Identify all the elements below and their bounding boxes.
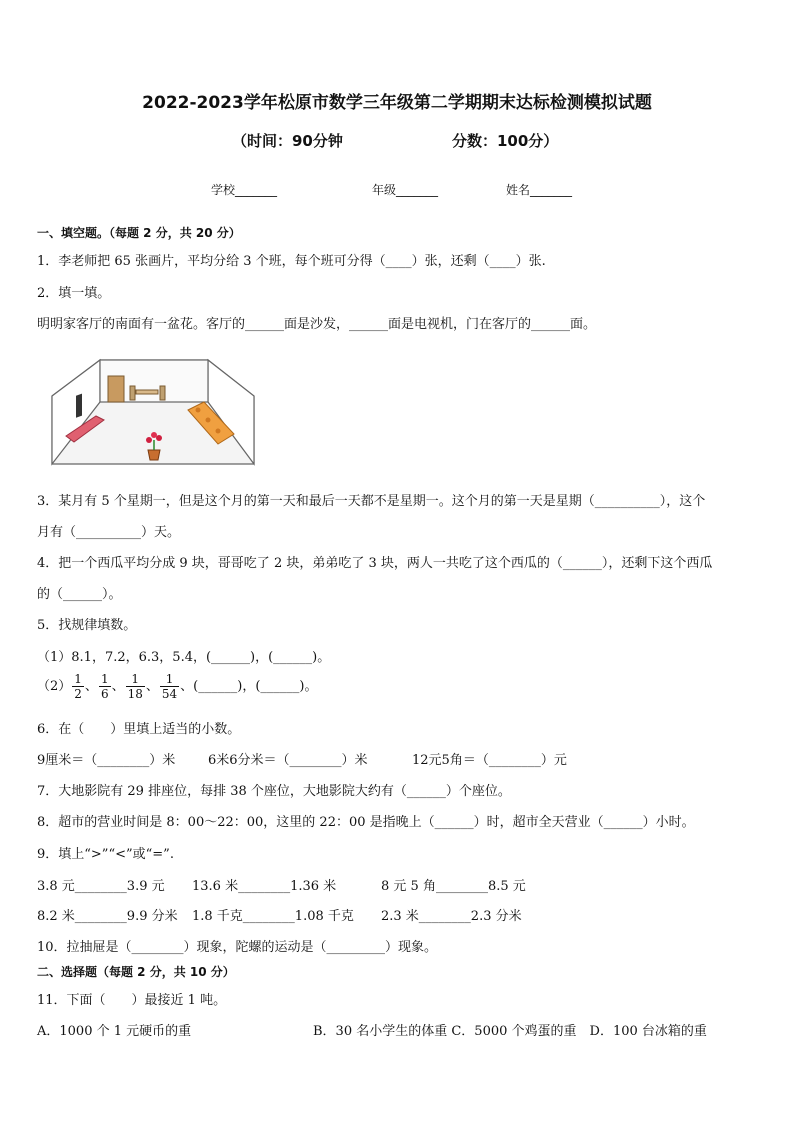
question-4-line1: 4．把一个西瓜平均分成 9 块，哥哥吃了 2 块，弟弟吃了 3 块，两人一共吃了这个西瓜的（______），还剩下这个西瓜: [37, 556, 713, 571]
question-9-row2-c: 2.3 米________2.3 分米: [381, 909, 522, 924]
fraction: [72, 672, 84, 701]
fraction-denominator: 54: [161, 687, 178, 701]
door-icon: [108, 376, 124, 402]
section-choice-heading: 二、选择题（每题 2 分，共 10 分）: [37, 965, 235, 979]
question-6-a: 9厘米＝（________）米: [37, 753, 176, 768]
question-9-row1-c: 8 元 5 角________8.5 元: [381, 879, 526, 894]
fraction-separator: 、: [145, 679, 159, 694]
grade-field: 年级_______: [372, 183, 439, 197]
question-9-row2-a: 8.2 米________9.9 分米: [37, 909, 178, 924]
question-6-c: 12元5角＝（________）元: [412, 753, 567, 768]
question-11-title: 11．下面（ ）最接近 1 吨。: [37, 993, 227, 1008]
question-6-b: 6米6分米＝（________）米: [208, 753, 368, 768]
fraction-separator: 、: [111, 679, 125, 694]
fraction-sequence: [71, 672, 180, 701]
question-4-line2: 的（______）。: [37, 587, 122, 602]
exam-time: （时间：90分钟: [232, 132, 343, 150]
question-8: 8．超市的营业时间是 8：00～22：00，这里的 22：00 是指晚上（______）时，超市全天营业（______）小时。: [37, 815, 695, 830]
question-5-part2: [37, 672, 317, 701]
fraction-denominator: 2: [74, 687, 82, 701]
question-1: 1．李老师把 65 张画片，平均分给 3 个班，每个班可分得（____）张，还剩（____）张.: [37, 254, 546, 269]
fraction: [126, 672, 145, 701]
exam-score: 分数：100分）: [452, 132, 559, 150]
question-9-title: 9．填上“>”“<”或“=”.: [37, 847, 174, 862]
fraction-separator: 、: [84, 679, 98, 694]
question-2-text: 明明家客厅的南面有一盆花。客厅的______面是沙发，______面是电视机，门在客厅的______面。: [37, 317, 597, 332]
question-3-line1: 3．某月有 5 个星期一，但是这个月的第一天和最后一天都不是星期一。这个月的第一天是星期（__________），这个: [37, 494, 706, 509]
fraction-numerator: 1: [100, 672, 109, 686]
question-9-row2-b: 1.8 千克________1.08 千克: [192, 909, 354, 924]
fraction-numerator: 1: [74, 672, 82, 686]
question-5-title: 5．找规律填数。: [37, 618, 137, 633]
fraction-numerator: 1: [126, 672, 145, 687]
question-7: 7．大地影院有 29 排座位，每排 38 个座位，大地影院大约有（______）个座位。: [37, 784, 511, 799]
question-5-part2-suffix: 、(______)，(______)。: [180, 679, 318, 694]
question-10: 10．拉抽屉是（________）现象，陀螺的运动是（_________）现象。: [37, 940, 438, 955]
question-2-title: 2．填一填。: [37, 286, 111, 301]
fraction-denominator: 18: [127, 687, 143, 701]
fraction-denominator: 6: [100, 687, 109, 701]
fraction: [160, 672, 179, 701]
question-6-title: 6．在（ ）里填上适当的小数。: [37, 722, 241, 737]
living-room-illustration: [48, 358, 258, 466]
question-9-row1-a: 3.8 元________3.9 元: [37, 879, 165, 894]
fraction-numerator: 1: [160, 672, 179, 687]
fraction: [99, 672, 111, 701]
question-3-line2: 月有（__________）天。: [37, 525, 181, 540]
question-11-options-bcd: B．30 名小学生的体重 C．5000 个鸡蛋的重 D．100 台冰箱的重: [313, 1024, 707, 1039]
school-field: 学校_______: [211, 183, 278, 197]
question-9-row1-b: 13.6 米________1.36 米: [192, 879, 337, 894]
question-5-part2-prefix: （2）: [37, 679, 72, 694]
section-fill-in-heading: 一、填空题。（每题 2 分，共 20 分）: [37, 226, 241, 240]
question-5-part1: （1）8.1，7.2，6.3，5.4，(______)，(______)。: [37, 650, 331, 665]
question-11-option-a: A．1000 个 1 元硬币的重: [37, 1024, 192, 1039]
page-title: 2022-2023学年松原市数学三年级第二学期期末达标检测模拟试题: [142, 93, 652, 113]
name-field: 姓名_______: [506, 183, 573, 197]
